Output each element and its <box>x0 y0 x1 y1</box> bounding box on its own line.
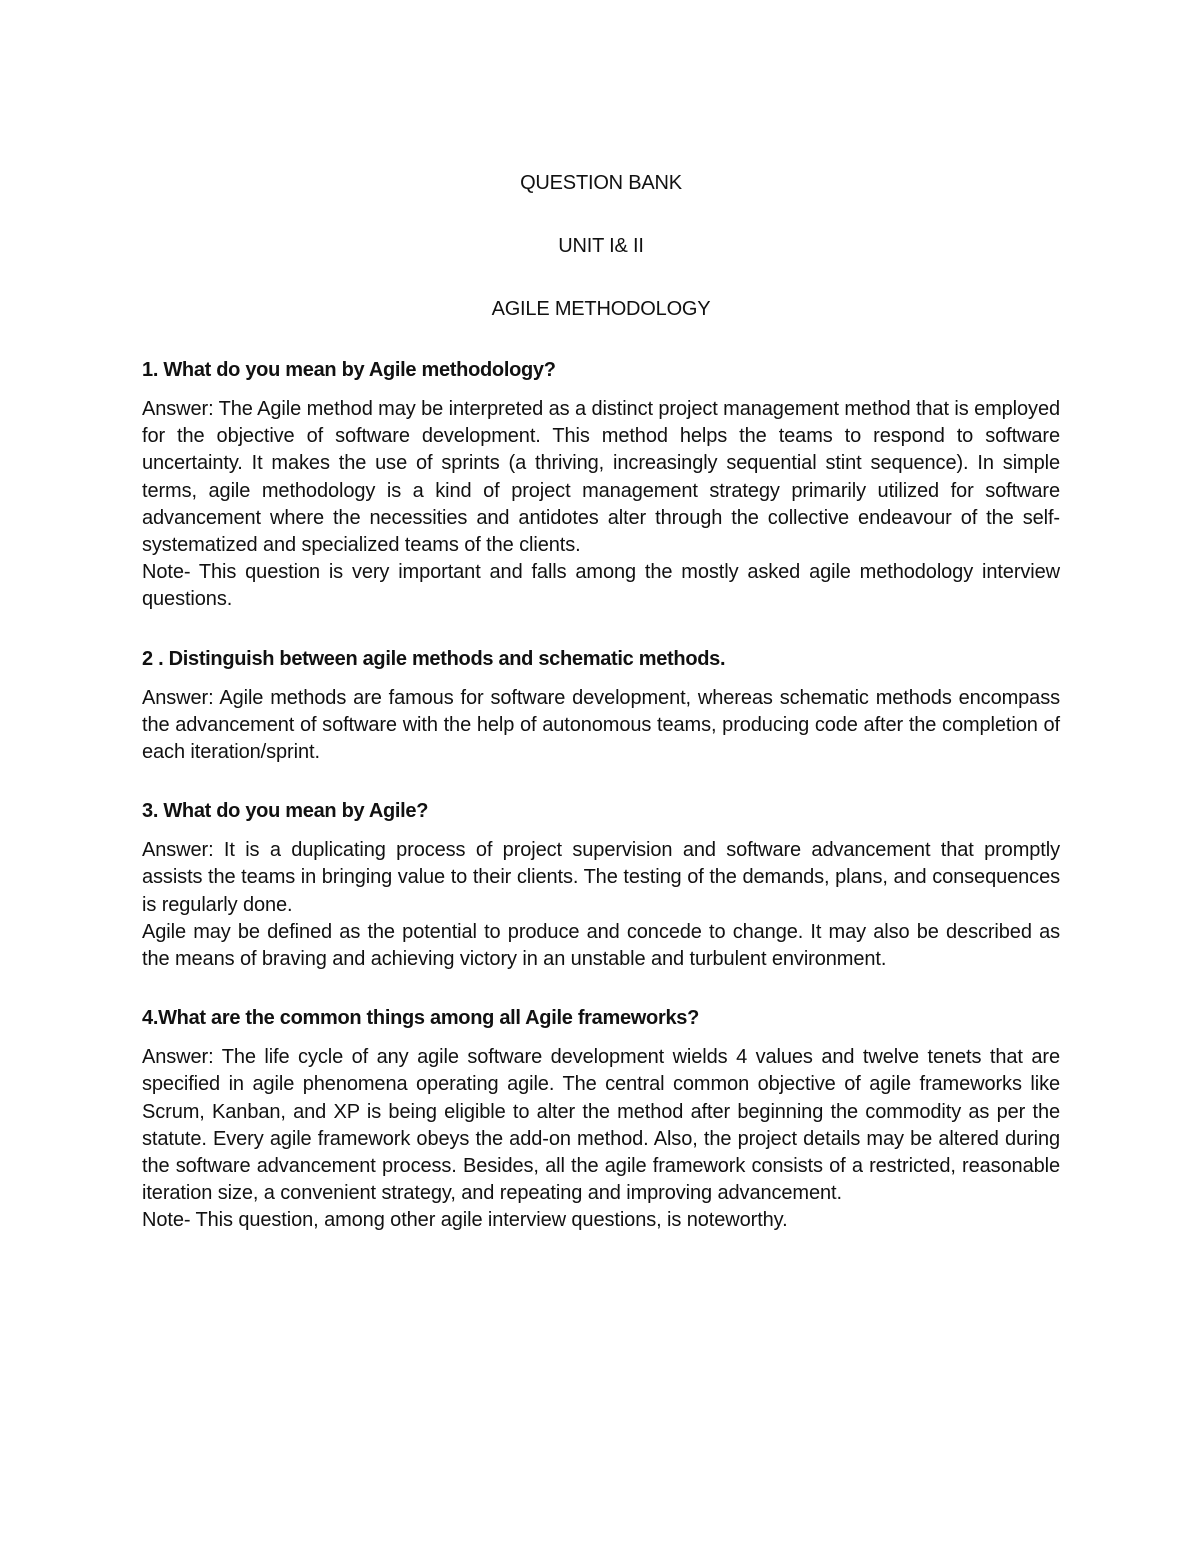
document-title: QUESTION BANK <box>520 172 682 194</box>
note-paragraph: Note- This question, among other agile interview questions, is noteworthy. <box>142 1209 788 1232</box>
question-block-1 <box>142 359 1060 614</box>
answer-paragraph: Answer: The life cycle of any agile software development wields 4 values and twelve tenets that are specified in agile phenomena operating agile. The central common objective of agile frameworks like Scrum, Kanban, and XP is being eligible to alter the method after beginning the commodity as per the statute. Every agile framework obeys the add-on method. Also, the project details may be altered during the software advancement process. Besides, all the agile framework consists of a restricted, reasonable iteration size, a convenient strategy, and repeating and improving advancement. <box>142 1046 1060 1205</box>
answer-paragraph: Answer: Agile methods are famous for software development, whereas schematic methods encompass the advancement of software with the help of autonomous teams, producing code after the completion of each iteration/sprint. <box>142 686 1060 764</box>
question-heading: 1. What do you mean by Agile methodology? <box>142 359 556 381</box>
question-block-3 <box>142 800 1060 973</box>
answer-paragraph: Agile may be defined as the potential to produce and concede to change. It may also be described as the means of braving and achieving victory in an unstable and turbulent environment. <box>142 920 1060 971</box>
answer-paragraph: Answer: The Agile method may be interpreted as a distinct project management method that is employed for the objective of software development. This method helps the teams to respond to software uncertainty. It makes the use of sprints (a thriving, increasingly sequential stint sequence). In simple terms, agile methodology is a kind of project management strategy primarily utilized for software advancement where the necessities and antidotes alter through the collective endeavour of the self-systematized and specialized teams of the clients. <box>142 398 1060 557</box>
question-block-2 <box>142 648 1060 767</box>
answer-paragraph: Answer: It is a duplicating process of project supervision and software advancement that promptly assists the teams in bringing value to their clients. The testing of the demands, plans, and consequences is regularly done. <box>142 839 1060 916</box>
question-heading: 3. What do you mean by Agile? <box>142 800 429 823</box>
question-heading: 2 . Distinguish between agile methods and schematic methods. <box>142 647 726 670</box>
question-heading: 4.What are the common things among all Agile frameworks? <box>142 1007 700 1030</box>
unit-heading: UNIT I& II <box>558 235 644 257</box>
subject-heading: AGILE METHODOLOGY <box>491 298 711 320</box>
note-paragraph: Note- This question is very important and falls among the mostly asked agile methodology interview questions. <box>142 561 1060 611</box>
question-block-4 <box>142 1007 1060 1234</box>
document-page <box>142 172 1060 1269</box>
